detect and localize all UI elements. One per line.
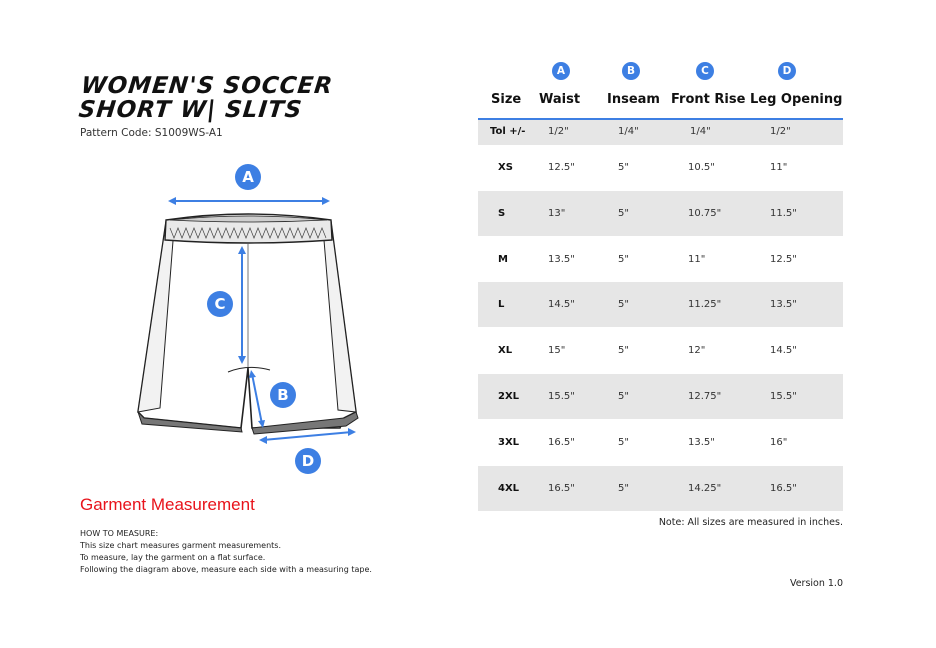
garment-measurement-title: Garment Measurement [80, 495, 255, 514]
arrow-d-line [263, 432, 352, 440]
column-letter-c: C [696, 62, 714, 80]
how-to-line: HOW TO MEASURE: [80, 529, 159, 538]
cell-size: 2XL [498, 391, 520, 402]
cell-front-rise: 12" [688, 345, 706, 356]
cell-waist: 15.5" [548, 391, 575, 402]
arrow-a-head-left [168, 197, 176, 205]
how-to-measure [80, 528, 372, 576]
how-to-line: To measure, lay the garment on a flat surface. [80, 553, 266, 562]
cell-front-rise: 10.5" [688, 162, 715, 173]
tolerance-waist: 1/2" [548, 126, 569, 137]
column-letter-b: B [622, 62, 640, 80]
cell-waist: 13" [548, 208, 566, 219]
cell-front-rise: 14.25" [688, 483, 722, 494]
cell-inseam: 5" [618, 254, 629, 265]
table-row [478, 145, 843, 190]
cell-waist: 14.5" [548, 299, 575, 310]
cell-size: 3XL [498, 437, 520, 448]
pattern-code: Pattern Code: S1009WS-A1 [80, 127, 223, 139]
cell-leg-opening: 14.5" [770, 345, 797, 356]
cell-inseam: 5" [618, 437, 629, 448]
cell-inseam: 5" [618, 299, 629, 310]
cell-front-rise: 12.75" [688, 391, 722, 402]
table-row [478, 237, 843, 282]
cell-waist: 12.5" [548, 162, 575, 173]
header-front-rise: Front Rise [671, 92, 746, 107]
version-label: Version 1.0 [789, 578, 843, 589]
table-row [478, 191, 843, 236]
cell-inseam: 5" [618, 345, 629, 356]
arrow-d-head-right [348, 428, 356, 436]
how-to-line: This size chart measures garment measurements. [80, 541, 282, 550]
cell-size: XL [498, 345, 513, 356]
cell-leg-opening: 11" [770, 162, 788, 173]
tolerance-inseam: 1/4" [618, 126, 639, 137]
cell-front-rise: 11" [688, 254, 706, 265]
label-c: C [214, 295, 226, 313]
tolerance-leg-opening: 1/2" [770, 126, 791, 137]
table-row [478, 420, 843, 465]
shorts-diagram [120, 160, 380, 480]
page-title [77, 74, 402, 122]
label-a: A [242, 168, 254, 186]
cell-leg-opening: 13.5" [770, 299, 797, 310]
cell-inseam: 5" [618, 391, 629, 402]
cell-leg-opening: 12.5" [770, 254, 797, 265]
cell-front-rise: 11.25" [688, 299, 722, 310]
header-leg-opening: Leg Opening [750, 92, 843, 107]
title-line-1: WOMEN'S SOCCER [79, 73, 335, 99]
how-to-line: Following the diagram above, measure each side with a measuring tape. [80, 565, 372, 574]
tolerance-front-rise: 1/4" [690, 126, 711, 137]
cell-size: M [498, 254, 508, 265]
cell-size: XS [498, 162, 513, 173]
cell-waist: 16.5" [548, 437, 575, 448]
cell-size: S [498, 208, 506, 219]
cell-waist: 16.5" [548, 483, 575, 494]
column-letter-a: A [552, 62, 570, 80]
cell-size: L [498, 299, 505, 310]
cell-leg-opening: 15.5" [770, 391, 797, 402]
title-line-2: SHORT W| SLITS [77, 97, 304, 123]
label-d: D [301, 452, 315, 470]
cell-waist: 13.5" [548, 254, 575, 265]
tolerance-label: Tol +/- [490, 126, 526, 137]
column-letter-d: D [778, 62, 796, 80]
arrow-a-head-right [322, 197, 330, 205]
cell-waist: 15" [548, 345, 566, 356]
units-note: Note: All sizes are measured in inches. [658, 517, 843, 528]
cell-inseam: 5" [618, 162, 629, 173]
arrow-d-head-left [259, 436, 267, 444]
cell-inseam: 5" [618, 208, 629, 219]
cell-front-rise: 13.5" [688, 437, 715, 448]
cell-size: 4XL [498, 483, 520, 494]
cell-inseam: 5" [618, 483, 629, 494]
header-size: Size [491, 92, 522, 107]
table-row [478, 374, 843, 419]
cell-leg-opening: 16.5" [770, 483, 797, 494]
cell-front-rise: 10.75" [688, 208, 722, 219]
header-inseam: Inseam [607, 92, 660, 107]
header-waist: Waist [539, 92, 581, 107]
cell-leg-opening: 16" [770, 437, 788, 448]
table-row [478, 328, 843, 373]
table-row [478, 282, 843, 327]
table-row [478, 466, 843, 511]
label-b: B [277, 386, 289, 404]
cell-leg-opening: 11.5" [770, 208, 797, 219]
tolerance-row [478, 120, 843, 145]
